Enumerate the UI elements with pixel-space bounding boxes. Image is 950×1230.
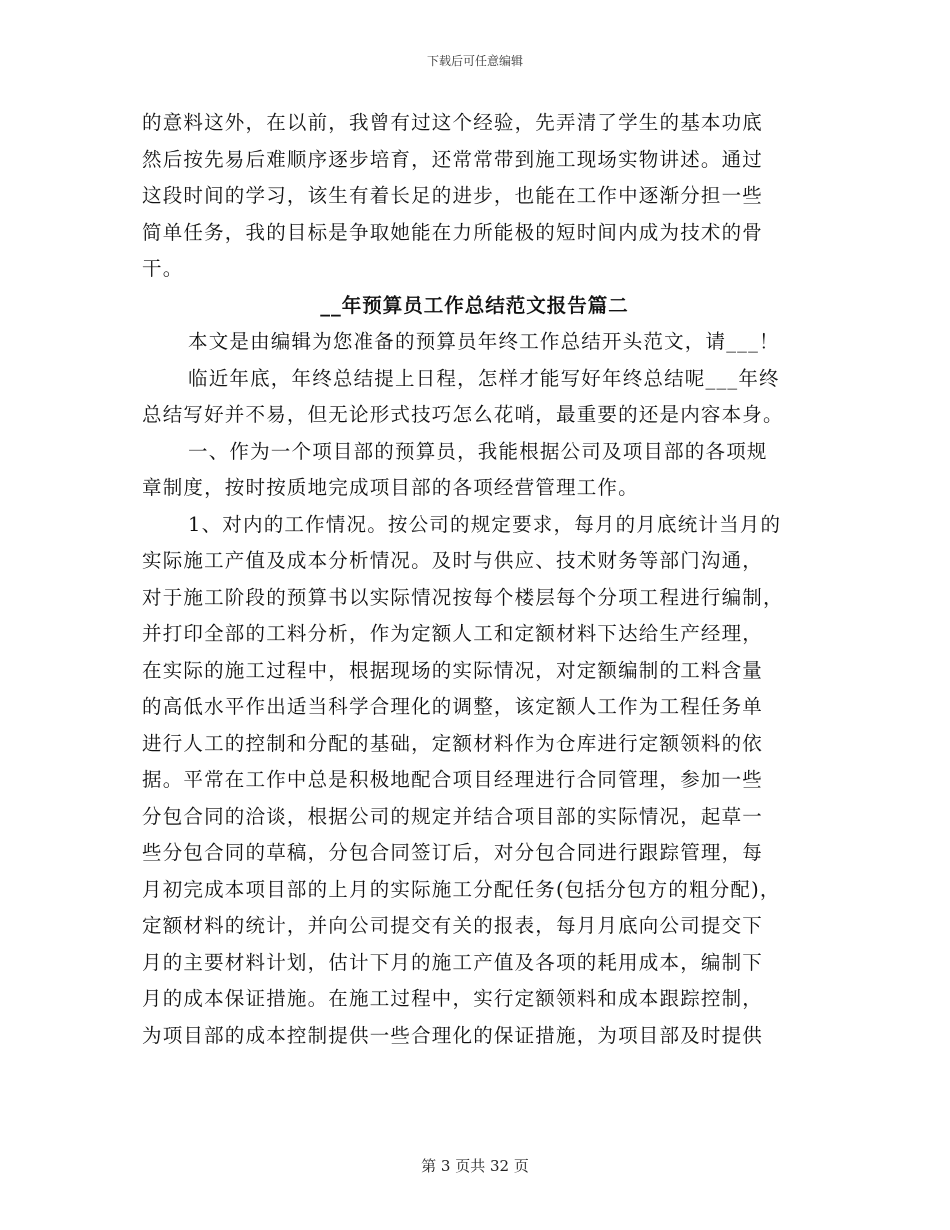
- text-line: 在实际的施工过程中，根据现场的实际情况，对定额编制的工料含量: [142, 658, 764, 682]
- text-line: 月的主要材料计划，估计下月的施工产值及各项的耗用成本，编制下: [142, 950, 764, 974]
- text-line: 然后按先易后难顺序逐步培育，还常常带到施工现场实物讲述。通过: [142, 147, 764, 171]
- text-line: 定额材料的统计，并向公司提交有关的报表，每月月底向公司提交下: [142, 914, 764, 937]
- text-line: 为项目部的成本控制提供一些合理化的保证措施，为项目部及时提供: [142, 1023, 764, 1047]
- text-line: 临近年底，年终总结提上日程，怎样才能写好年终总结呢___年终: [188, 366, 780, 390]
- heading-text: __年预算员工作总结范文报告篇二: [320, 293, 629, 317]
- text-line: 1、对内的工作情况。按公司的规定要求，每月的月底统计当月的: [188, 512, 782, 536]
- paragraph: [142, 105, 807, 288]
- paragraph: [142, 507, 807, 1055]
- text-line: 简单任务，我的目标是争取她能在力所能极的短时间内成为技术的骨: [142, 220, 764, 244]
- text-line: 本文是由编辑为您准备的预算员年终工作总结开头范文，请___！: [188, 330, 780, 353]
- page-header-note: 下载后可任意编辑: [426, 54, 523, 68]
- text-line: 干。: [142, 257, 184, 280]
- text-line: 并打印全部的工料分析，作为定额人工和定额材料下达给生产经理，: [142, 622, 764, 645]
- text-line: 的意料这外，在以前，我曾有过这个经验，先弄清了学生的基本功底: [142, 111, 764, 134]
- document-body: [142, 105, 807, 1054]
- text-line: 月初完成本项目部的上月的实际施工分配任务(包括分包方的粗分配)，: [142, 877, 781, 901]
- text-line: 这段时间的学习，该生有着长足的进步，也能在工作中逐渐分担一些: [142, 184, 764, 207]
- text-line: 月的成本保证措施。在施工过程中，实行定额领料和成本跟踪控制，: [142, 987, 764, 1010]
- paragraph: [142, 361, 807, 434]
- paragraph: [142, 324, 807, 361]
- text-line: 些分包合同的草稿，分包合同签订后，对分包合同进行跟踪管理，每: [142, 841, 764, 864]
- text-line: 分包合同的洽谈，根据公司的规定并结合项目部的实际情况，起草一: [142, 804, 764, 828]
- page-footer: 第 3 页共 32 页: [421, 1157, 529, 1175]
- text-line: 进行人工的控制和分配的基础，定额材料作为仓库进行定额领料的依: [142, 731, 764, 755]
- section-heading: [142, 288, 807, 325]
- text-line: 一、作为一个项目部的预算员，我能根据公司及项目部的各项规: [188, 439, 768, 463]
- text-line: 对于施工阶段的预算书以实际情况按每个楼层每个分项工程进行编制，: [142, 585, 784, 609]
- text-line: 据。平常在工作中总是积极地配合项目经理进行合同管理，参加一些: [142, 768, 764, 791]
- text-line: 的高低水平作出适当科学合理化的调整，该定额人工作为工程任务单: [142, 695, 764, 718]
- text-line: 实际施工产值及成本分析情况。及时与供应、技术财务等部门沟通，: [142, 549, 764, 572]
- text-line: 总结写好并不易，但无论形式技巧怎么花哨，最重要的还是内容本身。: [142, 403, 784, 426]
- paragraph: [142, 434, 807, 507]
- text-line: 章制度，按时按质地完成项目部的各项经营管理工作。: [142, 476, 639, 499]
